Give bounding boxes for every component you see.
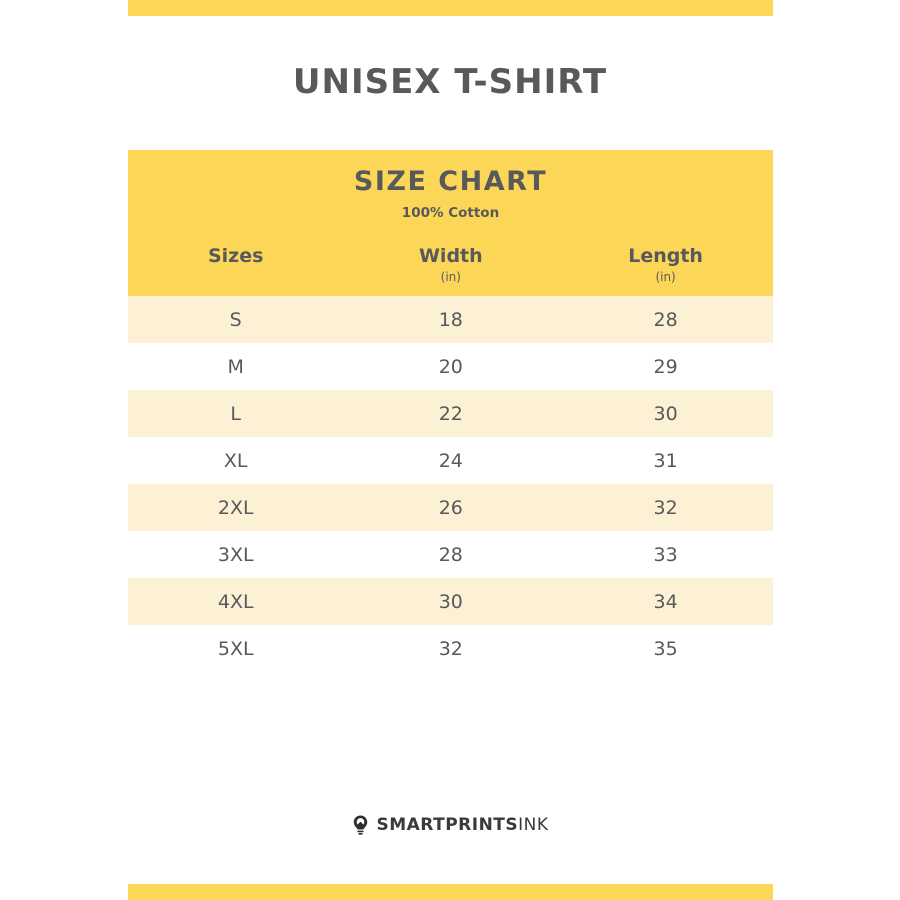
cell-width: 18: [343, 296, 558, 343]
bottom-accent-bar: [128, 884, 773, 900]
column-header-unit: (in): [655, 270, 676, 284]
cell-length: 33: [558, 531, 773, 578]
lightbulb-icon: [351, 815, 370, 835]
table-header: [128, 235, 773, 296]
page-title: UNISEX T-SHIRT: [292, 62, 608, 102]
top-accent-bar: [128, 0, 773, 16]
brand-footer: [0, 815, 900, 835]
cell-size: 2XL: [128, 484, 343, 531]
chart-heading: SIZE CHART: [353, 166, 548, 197]
cell-width: 32: [343, 625, 558, 672]
brand-name-primary: SMARTPRINTS: [376, 815, 519, 835]
column-header-length: [558, 235, 773, 296]
table-header-row: [128, 235, 773, 296]
cell-length: 30: [558, 390, 773, 437]
column-header-width: [343, 235, 558, 296]
cell-length: 29: [558, 343, 773, 390]
cell-width: 28: [343, 531, 558, 578]
table-row: [128, 531, 773, 578]
cell-size: 3XL: [128, 531, 343, 578]
cell-width: 20: [343, 343, 558, 390]
column-header-sizes: [128, 235, 343, 296]
size-chart-container: [128, 150, 773, 672]
cell-length: 34: [558, 578, 773, 625]
cell-size: 5XL: [128, 625, 343, 672]
cell-width: 22: [343, 390, 558, 437]
table-row: [128, 437, 773, 484]
table-row: [128, 484, 773, 531]
column-header-label: Sizes: [207, 245, 264, 267]
cell-size: S: [128, 296, 343, 343]
size-table: [128, 235, 773, 672]
cell-size: M: [128, 343, 343, 390]
column-header-label: Width: [418, 245, 483, 267]
cell-size: L: [128, 390, 343, 437]
table-row: [128, 578, 773, 625]
brand-name-secondary: INK: [518, 815, 549, 835]
column-header-unit: (in): [440, 270, 461, 284]
cell-width: 26: [343, 484, 558, 531]
table-row: [128, 390, 773, 437]
cell-length: 35: [558, 625, 773, 672]
cell-length: 31: [558, 437, 773, 484]
chart-subheading: 100% Cotton: [401, 205, 500, 221]
cell-size: XL: [128, 437, 343, 484]
chart-header: [128, 150, 773, 235]
table-row: [128, 343, 773, 390]
cell-length: 28: [558, 296, 773, 343]
column-header-label: Length: [628, 245, 703, 267]
cell-length: 32: [558, 484, 773, 531]
brand-name: [376, 815, 548, 835]
cell-width: 30: [343, 578, 558, 625]
cell-width: 24: [343, 437, 558, 484]
table-body: [128, 296, 773, 672]
cell-size: 4XL: [128, 578, 343, 625]
table-row: [128, 625, 773, 672]
table-row: [128, 296, 773, 343]
